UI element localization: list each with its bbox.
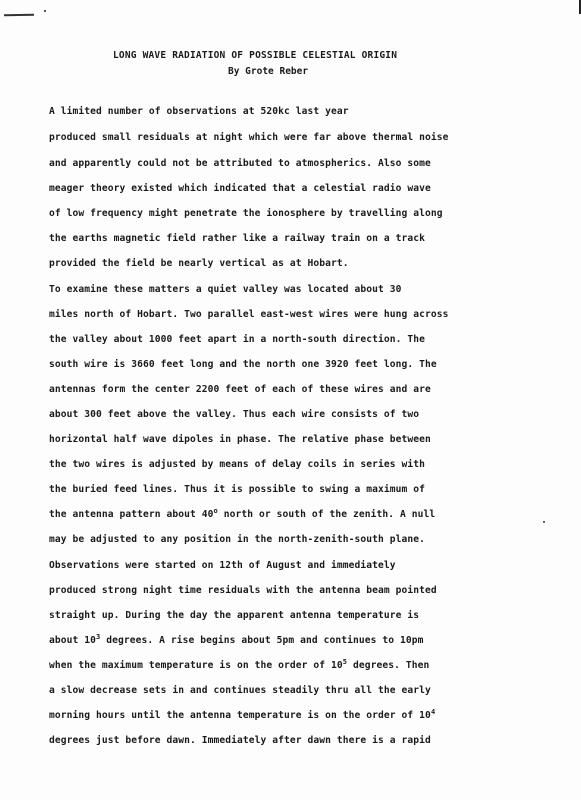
text-line: Observations were started on 12th of August and immediately xyxy=(49,560,396,571)
text-segment: morning hours until the antenna temperature is on the order of 10 xyxy=(49,710,431,721)
text-line: miles north of Hobart. Two parallel east-west wires were hung across xyxy=(49,309,449,320)
text-segment: about 10 xyxy=(49,635,97,646)
document-title: LONG WAVE RADIATION OF POSSIBLE CELESTIAL ORIGIN xyxy=(113,50,398,61)
text-segment: when the maximum temperature is on the order of 10 xyxy=(49,660,343,671)
text-line: the valley about 1000 feet apart in a north-south direction. The xyxy=(49,334,426,345)
text-line xyxy=(49,660,429,671)
text-line: produced strong night time residuals with the antenna beam pointed xyxy=(49,585,437,596)
text-line xyxy=(49,635,424,646)
text-line: south wire is 3660 feet long and the north one 3920 feet long. The xyxy=(49,359,437,370)
superscript: 4 xyxy=(430,708,436,716)
text-line: the buried feed lines. Thus it is possible to swing a maximum of xyxy=(49,484,426,495)
text-segment: degrees. A rise begins about 5pm and continues to 10pm xyxy=(100,635,424,646)
text-line: the two wires is adjusted by means of delay coils in series with xyxy=(49,459,426,470)
text-line: the earths magnetic field rather like a railway train on a track xyxy=(49,233,426,244)
text-segment: the antenna pattern about 40 xyxy=(49,509,214,520)
text-line: of low frequency might penetrate the ionosphere by travelling along xyxy=(49,208,443,219)
text-line: straight up. During the day the apparent antenna temperature is xyxy=(49,610,420,621)
text-line: degrees just before dawn. Immediately after dawn there is a rapid xyxy=(49,735,431,746)
text-line: meager theory existed which indicated that a celestial radio wave xyxy=(49,183,431,194)
text-line: a slow decrease sets in and continues steadily thru all the early xyxy=(49,685,431,696)
text-line: about 300 feet above the valley. Thus each wire consists of two xyxy=(49,409,420,420)
text-line: may be adjusted to any position in the north-zenith-south plane. xyxy=(49,534,426,545)
text-segment: north or south of the zenith. A null xyxy=(217,509,436,520)
superscript: 3 xyxy=(96,633,101,641)
text-line: To examine these matters a quiet valley was located about 30 xyxy=(49,284,402,295)
text-line: antennas form the center 2200 feet of each of these wires and are xyxy=(49,384,431,395)
stray-mark xyxy=(543,521,545,523)
superscript: 5 xyxy=(342,658,348,666)
text-segment: degrees. Then xyxy=(347,660,430,671)
text-line xyxy=(49,710,435,721)
text-line: provided the field be nearly vertical as at Hobart. xyxy=(49,258,349,269)
text-line: produced small residuals at night which were far above thermal noise xyxy=(49,132,449,143)
document-author: By Grote Reber xyxy=(228,66,309,77)
superscript: o xyxy=(213,507,218,515)
text-line: horizontal half wave dipoles in phase. The relative phase between xyxy=(49,434,431,445)
text-line: A limited number of observations at 520kc last year xyxy=(49,106,349,117)
text-line: and apparently could not be attributed to atmospherics. Also some xyxy=(49,158,431,169)
corner-dot-mark xyxy=(44,10,46,12)
corner-pen-mark xyxy=(4,14,34,17)
text-line xyxy=(49,509,435,520)
